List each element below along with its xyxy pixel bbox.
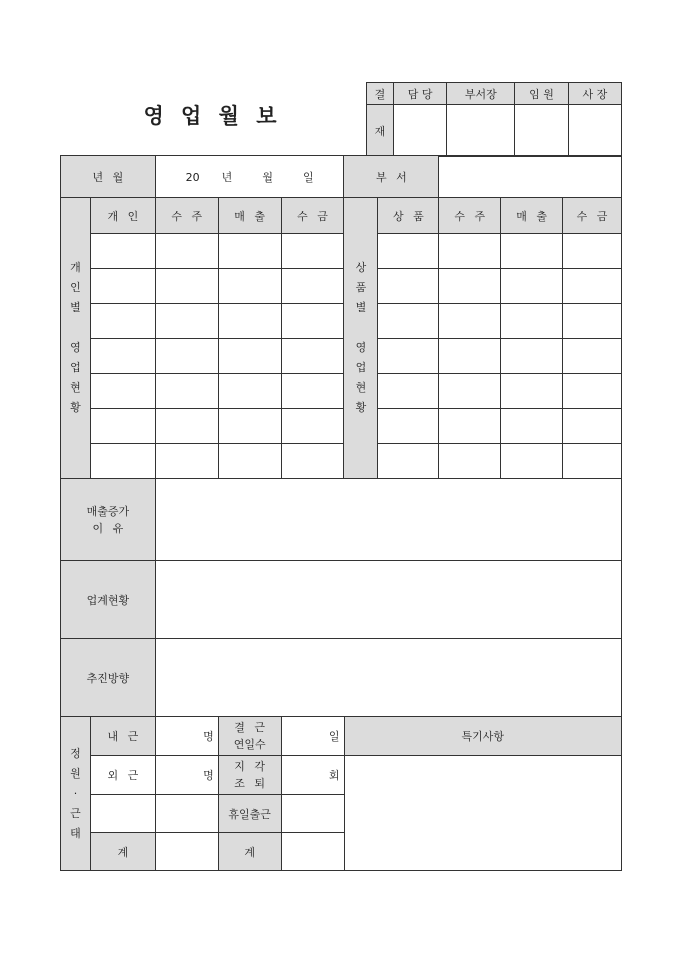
data-cell[interactable] (155, 444, 218, 479)
data-cell[interactable] (563, 374, 622, 409)
late-label-2: 조 퇴 (234, 777, 266, 790)
data-cell[interactable] (378, 339, 439, 374)
special-notes-label: 특기사항 (344, 717, 622, 756)
data-cell[interactable] (439, 409, 501, 444)
data-cell[interactable] (439, 339, 501, 374)
total-value-2[interactable] (281, 833, 344, 871)
data-cell[interactable] (501, 374, 563, 409)
data-cell[interactable] (378, 444, 439, 479)
data-cell[interactable] (155, 409, 218, 444)
approval-label-bottom: 재 (367, 105, 394, 157)
special-notes-field[interactable] (344, 756, 622, 871)
data-cell[interactable] (218, 444, 281, 479)
internal-count[interactable]: 명 (155, 717, 218, 756)
approval-table (366, 82, 622, 157)
data-cell[interactable] (439, 444, 501, 479)
data-cell[interactable] (90, 374, 155, 409)
data-cell[interactable] (281, 374, 344, 409)
individual-side-label-1: 개 인 별 (70, 261, 81, 314)
total-label-2: 계 (218, 833, 281, 871)
data-cell[interactable] (439, 374, 501, 409)
col-header: 수 금 (563, 198, 622, 234)
data-cell[interactable] (439, 234, 501, 269)
year-month-label: 년 월 (61, 156, 156, 198)
data-cell[interactable] (501, 444, 563, 479)
approval-role: 부서장 (447, 83, 515, 105)
data-cell[interactable] (501, 304, 563, 339)
data-cell[interactable] (90, 304, 155, 339)
holiday-count[interactable] (281, 795, 344, 833)
blank-value-cell[interactable] (155, 795, 218, 833)
data-cell[interactable] (439, 304, 501, 339)
product-side-label-2: 영 업 현 황 (355, 341, 367, 414)
absence-count[interactable]: 일 (281, 717, 344, 756)
data-cell[interactable] (281, 269, 344, 304)
data-cell[interactable] (155, 339, 218, 374)
data-cell[interactable] (378, 409, 439, 444)
date-year: 년 (221, 170, 233, 184)
data-cell[interactable] (218, 339, 281, 374)
data-cell[interactable] (501, 409, 563, 444)
main-form-table (60, 155, 622, 717)
individual-side-label (61, 198, 91, 479)
data-cell[interactable] (378, 234, 439, 269)
report-title: 영 업 월 보 (143, 103, 277, 128)
data-cell[interactable] (281, 444, 344, 479)
total-value-1[interactable] (155, 833, 218, 871)
data-cell[interactable] (563, 339, 622, 374)
approval-sign-cell[interactable] (447, 105, 515, 157)
attendance-side-label (61, 717, 91, 871)
late-label-1: 지 각 (234, 760, 266, 773)
approval-role: 사 장 (568, 83, 621, 105)
data-cell[interactable] (378, 374, 439, 409)
data-cell[interactable] (218, 269, 281, 304)
late-label (218, 756, 281, 795)
data-cell[interactable] (501, 234, 563, 269)
dept-field[interactable] (439, 156, 622, 198)
date-month: 월 (262, 170, 273, 184)
direction-field[interactable] (155, 639, 621, 717)
internal-label: 내 근 (90, 717, 155, 756)
individual-side-label-2: 영 업 현 황 (70, 341, 81, 414)
data-cell[interactable] (155, 269, 218, 304)
data-cell[interactable] (281, 304, 344, 339)
data-cell[interactable] (439, 269, 501, 304)
approval-role: 담 당 (394, 83, 447, 105)
data-cell[interactable] (218, 234, 281, 269)
data-cell[interactable] (155, 234, 218, 269)
data-cell[interactable] (281, 409, 344, 444)
data-cell[interactable] (563, 409, 622, 444)
external-label: 외 근 (90, 756, 155, 795)
sales-increase-label-1: 매출증가 (86, 504, 130, 518)
industry-label: 업계현황 (61, 561, 156, 639)
col-header: 상 품 (378, 198, 439, 234)
data-cell[interactable] (155, 374, 218, 409)
absence-label (218, 717, 281, 756)
data-cell[interactable] (90, 339, 155, 374)
col-header: 개 인 (90, 198, 155, 234)
date-day: 일 (302, 170, 314, 184)
total-label-1: 계 (90, 833, 155, 871)
approval-label-top: 결 (367, 83, 394, 105)
sales-increase-label (61, 479, 156, 561)
absence-label-1: 결 근 (234, 721, 266, 734)
data-cell[interactable] (563, 304, 622, 339)
attendance-table (60, 716, 622, 871)
data-cell[interactable] (563, 234, 622, 269)
col-header: 수 주 (155, 198, 218, 234)
industry-field[interactable] (155, 561, 621, 639)
data-cell[interactable] (218, 409, 281, 444)
col-header: 수 주 (439, 198, 501, 234)
data-cell[interactable] (501, 339, 563, 374)
data-cell[interactable] (155, 304, 218, 339)
product-side-label (344, 198, 378, 479)
sales-increase-label-2: 이 유 (92, 521, 124, 535)
data-cell[interactable] (378, 269, 439, 304)
sales-increase-field[interactable] (155, 479, 621, 561)
holiday-label: 휴일출근 (218, 795, 281, 833)
data-cell[interactable] (90, 444, 155, 479)
col-header: 매 출 (501, 198, 563, 234)
late-count[interactable]: 회 (281, 756, 344, 795)
approval-sign-cell[interactable] (394, 105, 447, 157)
absence-label-2: 연일수 (233, 738, 266, 751)
col-header: 수 금 (281, 198, 344, 234)
external-count[interactable]: 명 (155, 756, 218, 795)
date-prefix: 20 (185, 170, 200, 184)
data-cell[interactable] (90, 409, 155, 444)
approval-role: 임 원 (515, 83, 568, 105)
col-header: 매 출 (218, 198, 281, 234)
data-cell[interactable] (90, 269, 155, 304)
dept-label: 부 서 (344, 156, 439, 198)
attendance-side-text: 정 원 · 근 태 (70, 746, 81, 840)
data-cell[interactable] (378, 304, 439, 339)
data-cell[interactable] (501, 269, 563, 304)
data-cell[interactable] (563, 269, 622, 304)
data-cell[interactable] (218, 374, 281, 409)
data-cell[interactable] (281, 234, 344, 269)
date-field[interactable] (155, 156, 344, 198)
blank-label-cell[interactable] (90, 795, 155, 833)
direction-label: 추진방향 (61, 639, 156, 717)
data-cell[interactable] (281, 339, 344, 374)
data-cell[interactable] (218, 304, 281, 339)
approval-sign-cell[interactable] (515, 105, 568, 157)
product-side-label-1: 상 품 별 (355, 261, 367, 314)
data-cell[interactable] (563, 444, 622, 479)
approval-sign-cell[interactable] (568, 105, 621, 157)
data-cell[interactable] (90, 234, 155, 269)
